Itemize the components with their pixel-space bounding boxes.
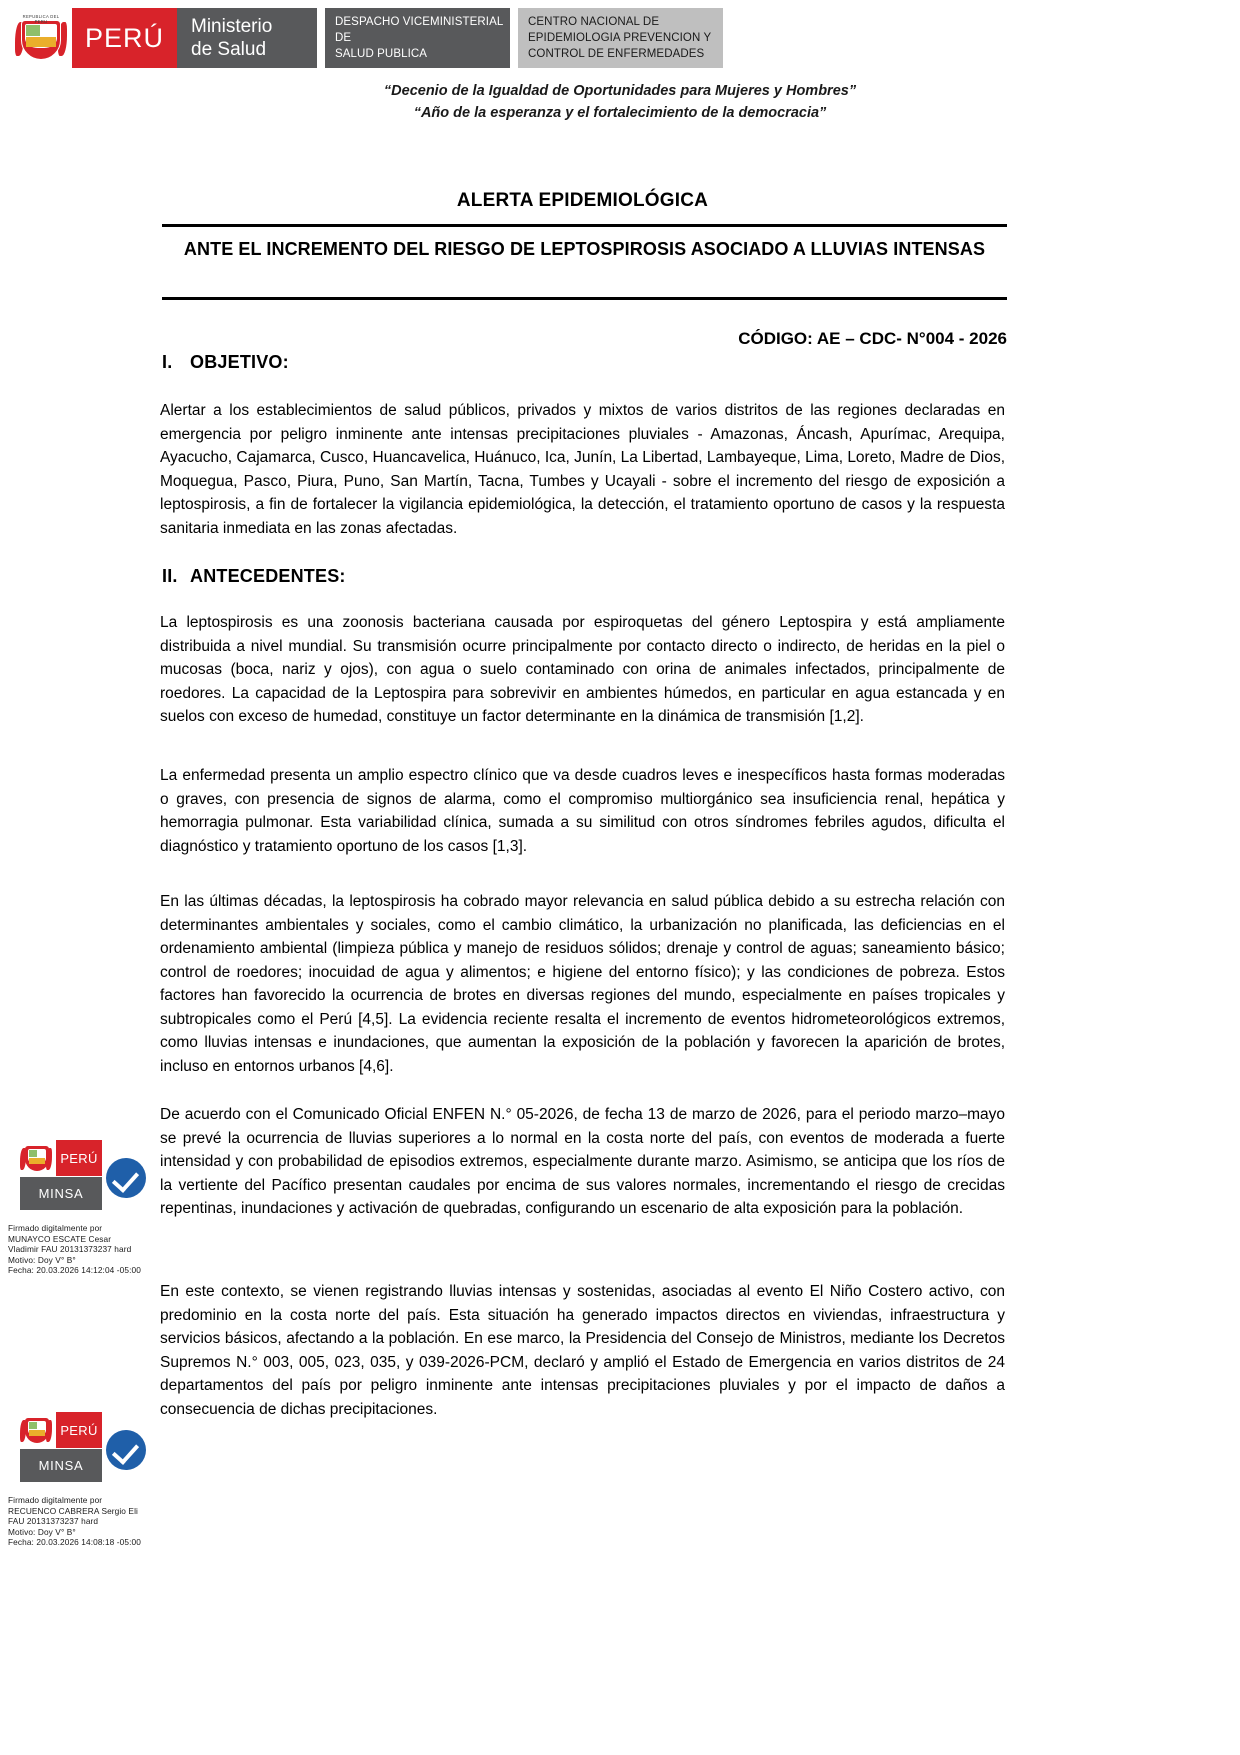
- despacho-line-2: SALUD PUBLICA: [335, 48, 428, 60]
- coat-of-arms-icon-sig-2: [20, 1412, 54, 1450]
- slogan-line-2: “Año de la esperanza y el fortalecimiento de la democracia”: [413, 105, 827, 121]
- digital-signature-block-1: [8, 1138, 158, 1276]
- minsa-logo-2: [20, 1410, 102, 1488]
- antecedentes-paragraph-1: La leptospirosis es una zoonosis bacteriana causada por espiroquetas del género Leptospira y está ampliamente distribuida a nivel mundial. Su transmisión ocurre principalmente por contacto directo o indirecto, de heridas en la piel o mucosas (boca, nariz y ojos), con agua o suelo contaminado con orina de animales infectados, principalmente de roedores. La capacidad de la Leptospira para sobrevivir en ambientes húmedos, en particular en agua estancada y en suelos con exceso de humedad, constituye un factor determinante en la dinámica de transmisión [1,2].: [160, 614, 1005, 725]
- signature-2-line-2: RECUENCO CABRERA Sergio Eli: [8, 1505, 138, 1516]
- signature-2-line-3: FAU 20131373237 hard: [8, 1516, 99, 1527]
- digital-signature-block-2: [8, 1410, 158, 1548]
- cdc-cell: [518, 8, 723, 68]
- minsa-wordmark-sig-2-box: [20, 1449, 102, 1482]
- section-heading-objetivo: [162, 352, 289, 373]
- signature-2-line-5: Fecha: 20.03.2026 14:08:18 -05:00: [8, 1537, 141, 1548]
- peru-wordmark-sig-1-box: [56, 1140, 102, 1176]
- signature-1-line-5: Fecha: 20.03.2026 14:12:04 -05:00: [8, 1265, 141, 1276]
- peru-wordmark-sig-2-box: [56, 1412, 102, 1448]
- verified-check-icon-2: [106, 1430, 146, 1470]
- despacho-line-1: DESPACHO VICEMINISTERIAL DE: [335, 16, 503, 44]
- subject-title: ANTE EL INCREMENTO DEL RIESGO DE LEPTOSPIROSIS ASOCIADO A LLUVIAS INTENSAS: [183, 239, 986, 259]
- slogan-line-1: “Decenio de la Igualdad de Oportunidades para Mujeres y Hombres”: [383, 83, 857, 99]
- cdc-line-1: CENTRO NACIONAL DE: [528, 16, 660, 28]
- antecedentes-paragraph-5: En este contexto, se vienen registrando lluvias intensas y sostenidas, asociadas al evento El Niño Costero activo, con predominio en la costa norte del país. Esta situación ha generado impactos directos en viviendas, infraestructura y servicios básicos, afectando a la población. En ese marco, la Presidencia del Consejo de Ministros, mediante los Decretos Supremos N.° 003, 005, 023, 035, y 039-2026-PCM, declaró y amplió el Estado de Emergencia en varios distritos de 24 departamentos del país por peligro inminente ante intensas precipitaciones pluviales y por el impacto de daños a consecuencia de dichas precipitaciones.: [160, 1283, 1005, 1418]
- section-number-2: II.: [162, 566, 178, 586]
- title-rule-top: [162, 224, 1007, 227]
- section-label-1: OBJETIVO:: [190, 352, 289, 372]
- signature-1-line-3: Vladimir FAU 20131373237 hard: [8, 1244, 132, 1255]
- minsa-logo-1: [20, 1138, 102, 1216]
- signature-1-line-2: MUNAYCO ESCATE Cesar: [8, 1233, 112, 1244]
- minsa-wordmark-sig-1: MINSA: [38, 1186, 84, 1201]
- peru-wordmark-sig-1: PERÚ: [60, 1150, 98, 1166]
- coat-of-arms-label: REPUBLICA DEL PERU: [22, 14, 60, 24]
- verified-check-icon-1: [106, 1158, 146, 1198]
- antecedentes-paragraph-3: En las últimas décadas, la leptospirosis ha cobrado mayor relevancia en salud pública debido a su estrecha relación con determinantes ambientales y sociales, como el cambio climático, la urbanización no planificada, las deficiencias en el ordenamiento ambiental (limpieza pública y manejo de residuos sólidos; drenaje y control de aguas; saneamiento básico; control de roedores; inocuidad de agua y alimentos; e higiene del entorno físico); y las condiciones de pobreza. Estos factores han favorecido la ocurrencia de brotes en diversas regiones del mundo, especialmente en países tropicales y subtropicales como el Perú [4,5]. La evidencia reciente resalta el incremento de eventos hidrometeorológicos extremos, como lluvias intensas e inundaciones, que aumentan la exposición de la población y favorecen la aparición de brotes, incluso en entornos urbanos [4,6].: [160, 893, 1005, 1075]
- signature-details-2: [8, 1495, 158, 1548]
- minsa-wordmark-sig-2: MINSA: [38, 1458, 84, 1473]
- ministry-line-1: Ministerio: [191, 16, 273, 37]
- antecedentes-paragraph-4: De acuerdo con el Comunicado Oficial ENFEN N.° 05-2026, de fecha 13 de marzo de 2026, para el periodo marzo–mayo se prevé la ocurrencia de lluvias superiores a lo normal en la costa norte del país, con eventos de moderada a fuerte intensidad y con probabilidad de episodios extremos, especialmente durante marzo. Asimismo, se anticipa que los ríos de la vertiente del Pacífico presentan caudales por encima de sus valores normales, incrementando el riesgo de crecidas repentinas, inundaciones y activación de quebradas, configurando un escenario de alta exposición para la población.: [160, 1106, 1005, 1217]
- ministry-cell: [177, 8, 317, 68]
- coat-of-arms-icon: [15, 10, 67, 66]
- coat-of-arms-icon-sig-1: [20, 1140, 54, 1178]
- section-number-1: I.: [162, 352, 173, 372]
- signature-1-line-1: Firmado digitalmente por: [8, 1223, 103, 1233]
- signature-logos-1: [8, 1138, 154, 1220]
- header-gap: [317, 8, 325, 68]
- document-code: CÓDIGO: AE – CDC- N°004 - 2026: [738, 329, 1007, 348]
- despacho-cell: [325, 8, 510, 68]
- signature-logos-2: [8, 1410, 154, 1492]
- cdc-line-2: EPIDEMIOLOGIA PREVENCION Y: [528, 32, 712, 44]
- peru-wordmark-sig-2: PERÚ: [60, 1422, 98, 1438]
- minsa-wordmark-sig-1-box: [20, 1177, 102, 1210]
- header-gap-2: [510, 8, 518, 68]
- section-label-2: ANTECEDENTES:: [190, 566, 346, 586]
- year-slogan: [160, 80, 1080, 124]
- peru-brand-cell: [72, 8, 177, 68]
- page-title: ALERTA EPIDEMIOLÓGICA: [456, 190, 709, 211]
- peru-coat-of-arms-cell: [10, 8, 72, 68]
- document-header: [10, 8, 1230, 68]
- cdc-line-3: CONTROL DE ENFERMEDADES: [528, 48, 705, 60]
- signature-2-line-1: Firmado digitalmente por: [8, 1495, 103, 1505]
- antecedentes-paragraph-2: La enfermedad presenta un amplio espectro clínico que va desde cuadros leves e inespecíficos hasta formas moderadas o graves, con presencia de signos de alarma, como el compromiso multiorgánico sea insuficiencia renal, hepática y hemorragia pulmonar. Esta variabilidad clínica, sumada a su similitud con otros síndromes febriles agudos, dificulta el diagnóstico y tratamiento oportuno de los casos [1,3].: [160, 767, 1005, 855]
- objetivo-paragraph: Alertar a los establecimientos de salud públicos, privados y mixtos de varios distritos de las regiones declaradas en emergencia por peligro inminente ante intensas precipitaciones pluviales - Amazonas, Áncash, Apurímac, Arequipa, Ayacucho, Cajamarca, Cusco, Huancavelica, Huánuco, Ica, Junín, La Libertad, Lambayeque, Lima, Loreto, Madre de Dios, Moquegua, Pasco, Piura, Puno, San Martín, Tacna, Tumbes y Ucayali - sobre el incremento del riesgo de exposición a leptospirosis, a fin de fortalecer la vigilancia epidemiológica, la detección, el tratamiento oportuno de casos y la respuesta sanitaria inmediata en las zonas afectadas.: [160, 402, 1005, 537]
- signature-1-line-4: Motivo: Doy V° B°: [8, 1254, 76, 1265]
- peru-wordmark: PERÚ: [84, 22, 164, 53]
- ministry-line-2: de Salud: [191, 39, 267, 60]
- title-rule-bottom: [162, 297, 1007, 300]
- section-heading-antecedentes: [162, 566, 346, 587]
- signature-2-line-4: Motivo: Doy V° B°: [8, 1526, 76, 1537]
- signature-details-1: [8, 1223, 158, 1276]
